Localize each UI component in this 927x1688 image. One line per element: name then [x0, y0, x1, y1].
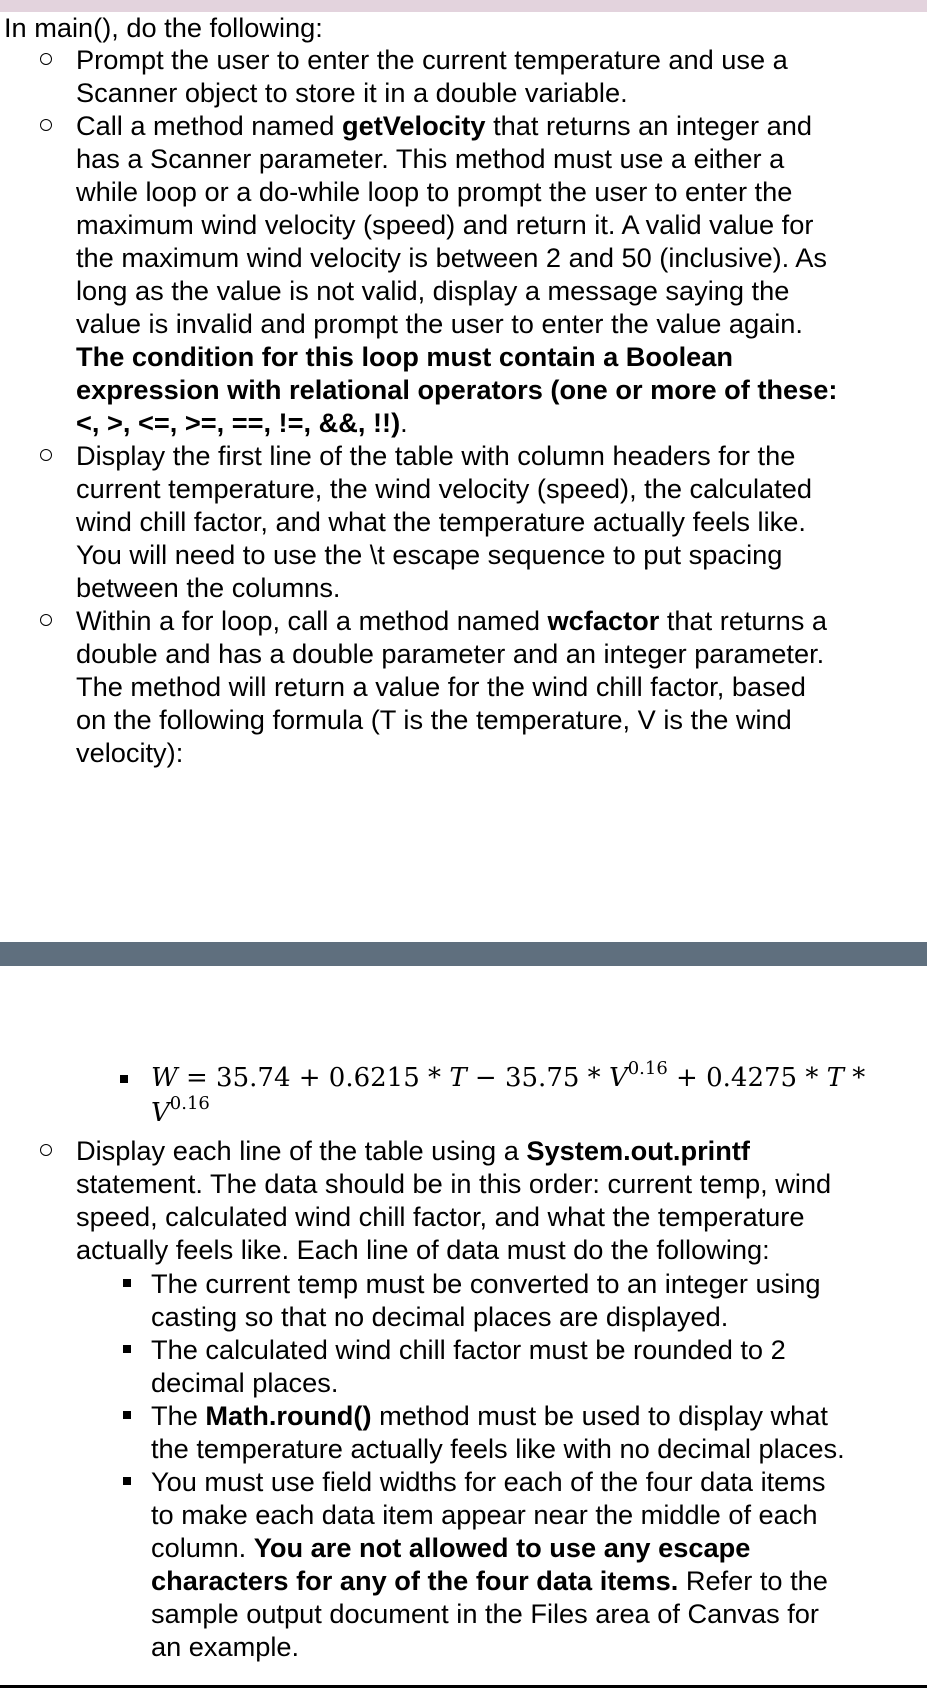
text-line: Display each line of the table using a System.out.printf [76, 1135, 750, 1166]
hollow-bullet-icon [40, 53, 52, 65]
text-line: casting so that no decimal places are displayed. [151, 1301, 729, 1332]
text-line: The calculated wind chill factor must be rounded to 2 [151, 1334, 786, 1365]
hollow-bullet-icon [40, 1144, 52, 1156]
text-line: characters for any of the four data items. Refer to the [151, 1565, 828, 1596]
list-item-prompt-temperature [76, 43, 926, 109]
text-line: current temperature, the wind velocity (speed), the calculated [76, 473, 812, 504]
text-line: The method will return a value for the wind chill factor, based [76, 671, 806, 702]
text-line: the maximum wind velocity is between 2 and 50 (inclusive). As [76, 242, 828, 273]
square-bullet-icon [123, 1411, 131, 1419]
square-bullet-icon [123, 1477, 131, 1485]
text-line: long as the value is not valid, display a message saying the [76, 275, 790, 306]
text-line: wind chill factor, and what the temperature actually feels like. [76, 506, 806, 537]
sub-item-field-widths [151, 1465, 921, 1663]
text-line: Within a for loop, call a method named wcfactor that returns a [76, 605, 828, 636]
text-line: to make each data item appear near the middle of each [151, 1499, 818, 1530]
text-line: You will need to use the \t escape sequence to put spacing [76, 539, 783, 570]
text-line: sample output document in the Files area of Canvas for [151, 1598, 819, 1629]
page-divider [0, 942, 927, 966]
text-line: speed, calculated wind chill factor, and what the temperature [76, 1201, 805, 1232]
list-item-table-header [76, 439, 926, 604]
text-line: velocity): [76, 737, 184, 768]
text-line: Call a method named getVelocity that returns an integer and [76, 110, 812, 141]
text-line: Display the first line of the table with column headers for the [76, 440, 796, 471]
intro-line: In main(), do the following: [4, 12, 323, 43]
list-item-wcfactor [76, 604, 926, 769]
hollow-bullet-icon [40, 449, 52, 461]
text-line: between the columns. [76, 572, 341, 603]
wind-chill-formula: $W = 35.74 + 0.6215 * T - 35.75 * V^{0.16} + 0.4275 * T$ * $V^{0.16}$ [151, 1062, 911, 1132]
text-line: value is invalid and prompt the user to enter the value again. [76, 308, 803, 339]
text-line: statement. The data should be in this order: current temp, wind [76, 1168, 832, 1199]
square-bullet-icon [123, 1279, 131, 1287]
list-item-printf [76, 1134, 926, 1266]
square-bullet-icon [123, 1345, 131, 1353]
text-line: the temperature actually feels like with no decimal places. [151, 1433, 845, 1464]
sub-item-cast-temp [151, 1267, 921, 1333]
text-line: column. You are not allowed to use any escape [151, 1532, 751, 1563]
instructions-panel-bottom [0, 966, 927, 1688]
text-line: an example. [151, 1631, 300, 1662]
text-line: You must use field widths for each of the four data items [151, 1466, 826, 1497]
text-line: on the following formula (T is the temperature, V is the wind [76, 704, 792, 735]
text-line: The Math.round() method must be used to display what [151, 1400, 828, 1431]
text-line: decimal places. [151, 1367, 339, 1398]
text-line: while loop or a do-while loop to prompt the user to enter the [76, 176, 793, 207]
text-line: has a Scanner parameter. This method must use a either a [76, 143, 785, 174]
method-name-wcfactor: wcfactor [547, 605, 660, 636]
text-line: actually feels like. Each line of data must do the following: [76, 1234, 770, 1265]
list-item-get-velocity [76, 109, 926, 439]
hollow-bullet-icon [40, 614, 52, 626]
sub-item-round-factor [151, 1333, 921, 1399]
text-line: double and has a double parameter and an integer parameter. [76, 638, 825, 669]
text-line: <, >, <=, >=, ==, !=, &&, !!). [76, 407, 408, 438]
method-name-printf: System.out.printf [526, 1135, 750, 1166]
square-bullet-icon [120, 1075, 128, 1083]
text-line: Scanner object to store it in a double variable. [76, 77, 628, 108]
method-name-math-round: Math.round() [205, 1400, 372, 1431]
operators-list: <, >, <=, >=, ==, !=, &&, !!) [76, 407, 401, 438]
instructions-panel-top [0, 12, 927, 942]
sub-item-math-round [151, 1399, 921, 1465]
bold-text-line: expression with relational operators (one or more of these: [76, 374, 838, 405]
method-name-getvelocity: getVelocity [341, 110, 486, 141]
bold-text-line: The condition for this loop must contain a Boolean [76, 341, 734, 372]
hollow-bullet-icon [40, 119, 52, 131]
text-line: Prompt the user to enter the current temperature and use a [76, 44, 788, 75]
text-line: maximum wind velocity (speed) and return it. A valid value for [76, 209, 814, 240]
text-line: The current temp must be converted to an integer using [151, 1268, 821, 1299]
